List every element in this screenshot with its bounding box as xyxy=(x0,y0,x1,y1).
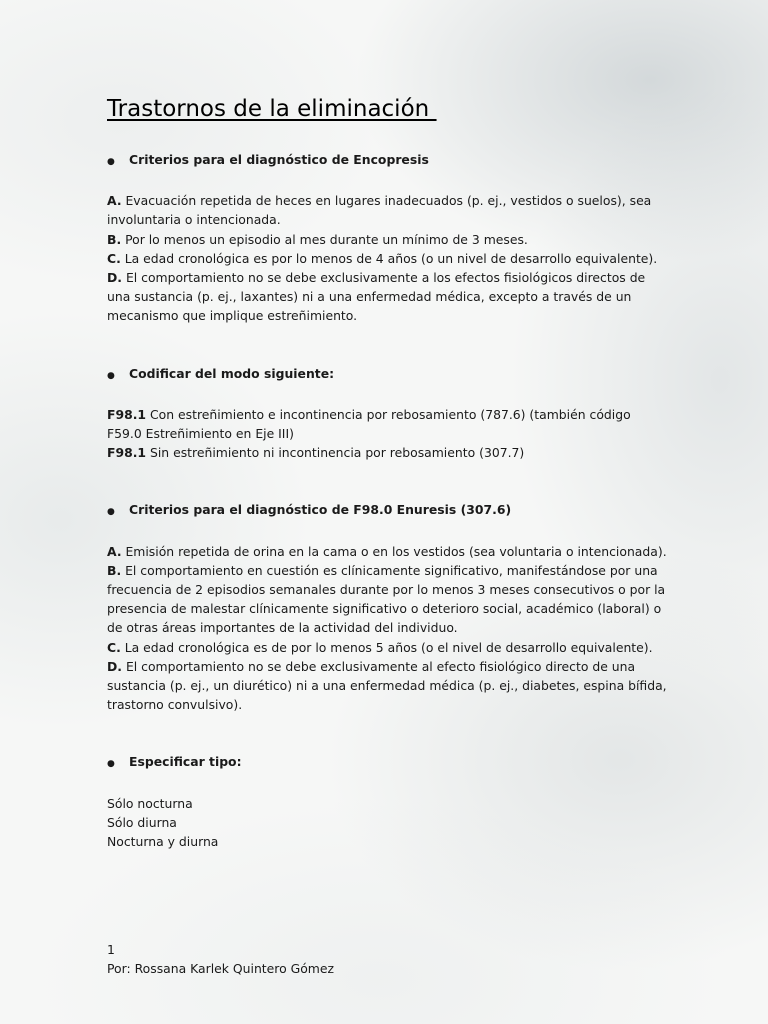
criterion-label: A. xyxy=(107,543,122,559)
criterion-a xyxy=(107,542,667,561)
section-heading-label: Especificar tipo: xyxy=(129,754,242,770)
criterion-text: Por lo menos un episodio al mes durante un mínimo de 3 meses. xyxy=(121,231,528,247)
criterion-label: D. xyxy=(107,270,122,286)
code-label: F98.1 xyxy=(107,445,147,461)
criterion-label: A. xyxy=(107,193,122,209)
bullet-icon: ● xyxy=(107,507,115,518)
criterion-c xyxy=(107,249,667,268)
section-heading-label: Criterios para el diagnóstico de F98.0 Enuresis (307.6) xyxy=(129,502,512,518)
page-number: 1 xyxy=(107,942,115,957)
criterion-a xyxy=(107,191,667,229)
document-page xyxy=(107,94,667,851)
code-line xyxy=(107,443,667,462)
section-heading-label: Criterios para el diagnóstico de Encopresis xyxy=(129,152,429,167)
criterion-text: El comportamiento no se debe exclusivamente al efecto fisiológico directo de una sustancia (p. ej., un diurético) ni a una enfermedad médica (p. ej., diabetes, espina bífida, trastorno convulsivo). xyxy=(107,658,667,713)
code-label: F98.1 xyxy=(107,406,147,422)
page-title: Trastornos de la eliminación xyxy=(107,96,437,122)
criterion-d xyxy=(107,657,667,715)
code-line xyxy=(107,405,667,443)
criterion-label: C. xyxy=(107,639,121,655)
criterion-text: El comportamiento no se debe exclusivamente a los efectos fisiológicos directos de una sustancia (p. ej., laxantes) ni a una enfermedad médica, excepto a través de un mecanismo que implique estreñimiento. xyxy=(107,270,646,324)
section-heading-enuresis xyxy=(107,500,667,522)
section-heading-label: Codificar del modo siguiente: xyxy=(129,365,335,381)
code-text: Sin estreñimiento ni incontinencia por rebosamiento (307.7) xyxy=(146,445,525,461)
criterion-label: B. xyxy=(107,562,122,578)
criterion-text: El comportamiento en cuestión es clínicamente significativo, manifestándose por una frecuencia de 2 episodios semanales durante por lo menos 3 meses consecutivos o por la presencia de malestar clínicamente significativo o deterioro social, académico (laboral) o de otras áreas importantes de la actividad del individuo. xyxy=(107,562,666,636)
criterion-label: B. xyxy=(107,231,122,247)
bullet-icon: ● xyxy=(107,370,115,381)
page-footer xyxy=(107,940,334,978)
criterion-c xyxy=(107,638,667,657)
criterion-b xyxy=(107,230,667,249)
criterion-text: La edad cronológica es de por lo menos 5 años (o el nivel de desarrollo equivalente). xyxy=(120,639,653,655)
type-option: Sólo nocturna xyxy=(107,795,193,811)
author-credit: Por: Rossana Karlek Quintero Gómez xyxy=(107,961,334,977)
criterion-text: La edad cronológica es por lo menos de 4 años (o un nivel de desarrollo equivalente). xyxy=(120,250,658,266)
section-heading-especificar xyxy=(107,752,667,774)
bullet-icon: ● xyxy=(107,157,115,167)
type-option: Sólo diurna xyxy=(107,814,177,830)
criterion-label: C. xyxy=(107,250,121,266)
criterion-text: Evacuación repetida de heces en lugares inadecuados (p. ej., vestidos o suelos), sea involuntaria o intencionada. xyxy=(107,193,652,228)
criterion-label: D. xyxy=(107,658,122,674)
criterion-text: Emisión repetida de orina en la cama o en los vestidos (sea voluntaria o intencionada). xyxy=(121,543,667,559)
type-option: Nocturna y diurna xyxy=(107,834,219,850)
criterion-b xyxy=(107,561,667,638)
bullet-icon: ● xyxy=(107,759,115,770)
section-heading-codificar xyxy=(107,364,667,386)
criterion-d xyxy=(107,268,667,326)
section-heading-encopresis xyxy=(107,150,667,172)
code-text: Con estreñimiento e incontinencia por rebosamiento (787.6) (también código F59.0 Estreñimiento en Eje III) xyxy=(107,406,631,442)
